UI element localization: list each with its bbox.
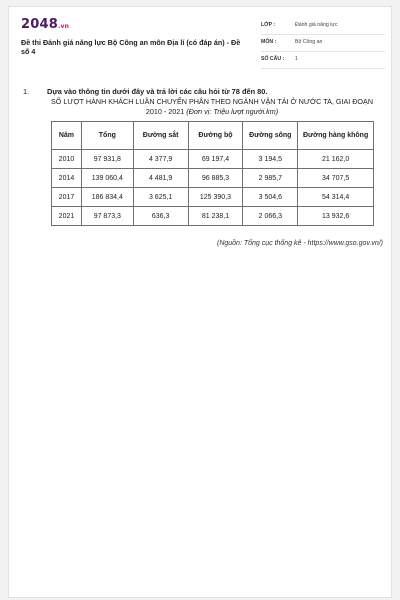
site-logo[interactable] (21, 17, 69, 32)
source-note: (Nguồn: Tổng cục thống kê - https://www.gso.gov.vn/) (216, 240, 383, 247)
meta-label: LỚP : (261, 22, 276, 28)
table-row (52, 169, 374, 188)
document-meta (261, 19, 385, 70)
meta-label: SỐ CÂU : (261, 56, 285, 62)
table-cell: 21 162,0 (298, 150, 374, 169)
meta-row-question-count (261, 53, 385, 69)
meta-value: 1 (295, 56, 298, 62)
table-cell: 4 481,9 (133, 169, 188, 188)
table-cell: 97 873,3 (81, 207, 133, 226)
table-header-row (52, 122, 374, 150)
table-row (52, 188, 374, 207)
document-page (8, 6, 392, 598)
table-header-cell: Đường hàng không (298, 122, 374, 150)
meta-row-subject (261, 36, 385, 52)
table-cell: 2 066,3 (243, 207, 298, 226)
table-cell: 2017 (52, 188, 82, 207)
table-row (52, 207, 374, 226)
meta-value: Bộ Công an (295, 39, 323, 45)
table-cell: 3 194,5 (243, 150, 298, 169)
table-cell: 97 931,8 (81, 150, 133, 169)
table-header-cell: Đường sông (243, 122, 298, 150)
table-caption-unit: (Đơn vị: Triệu lượt người.km) (186, 106, 279, 116)
table-cell: 69 197,4 (188, 150, 243, 169)
table-cell: 2014 (52, 169, 82, 188)
logo-main-text: 2048 (21, 17, 58, 32)
document-header (21, 17, 381, 69)
table-header-cell: Đường sắt (133, 122, 188, 150)
table-header-cell: Năm (52, 122, 82, 150)
table-cell: 13 932,6 (298, 207, 374, 226)
table-cell: 125 390,3 (188, 188, 243, 207)
table-cell: 81 238,1 (188, 207, 243, 226)
question-text: Dựa vào thông tin dưới đây và trả lời các câu hỏi từ 78 đến 80. (47, 87, 268, 96)
table-cell: 2021 (52, 207, 82, 226)
table-cell: 3 625,1 (133, 188, 188, 207)
table-cell: 139 060,4 (81, 169, 133, 188)
table-caption-main: SỐ LƯỢT HÀNH KHÁCH LUÂN CHUYỂN PHÂN THEO NGÀNH VẬN TẢI Ở NƯỚC TA, GIAI ĐOẠN 2010 - 2021 (50, 97, 374, 116)
question-number: 1. (23, 87, 30, 96)
table-row (52, 150, 374, 169)
meta-label: MÔN : (261, 39, 277, 45)
data-table (51, 121, 374, 226)
table-cell: 2 985,7 (243, 169, 298, 188)
table-cell: 54 314,4 (298, 188, 374, 207)
table-header-cell: Đường bộ (188, 122, 243, 150)
table-cell: 4 377,9 (133, 150, 188, 169)
table-cell: 636,3 (133, 207, 188, 226)
meta-value: Đánh giá năng lực (295, 22, 338, 28)
table-cell: 186 834,4 (81, 188, 133, 207)
table-cell: 3 504,6 (243, 188, 298, 207)
document-title: Đề thi Đánh giá năng lực Bộ Công an môn Địa lí (có đáp án) - Đề số 4 (21, 38, 241, 56)
table-cell: 2010 (52, 150, 82, 169)
logo-suffix-text: .vn (57, 23, 70, 30)
table-caption (47, 97, 377, 116)
meta-row-class (261, 19, 385, 35)
table-header-cell: Tổng (81, 122, 133, 150)
table-cell: 96 885,3 (188, 169, 243, 188)
table-cell: 34 707,5 (298, 169, 374, 188)
